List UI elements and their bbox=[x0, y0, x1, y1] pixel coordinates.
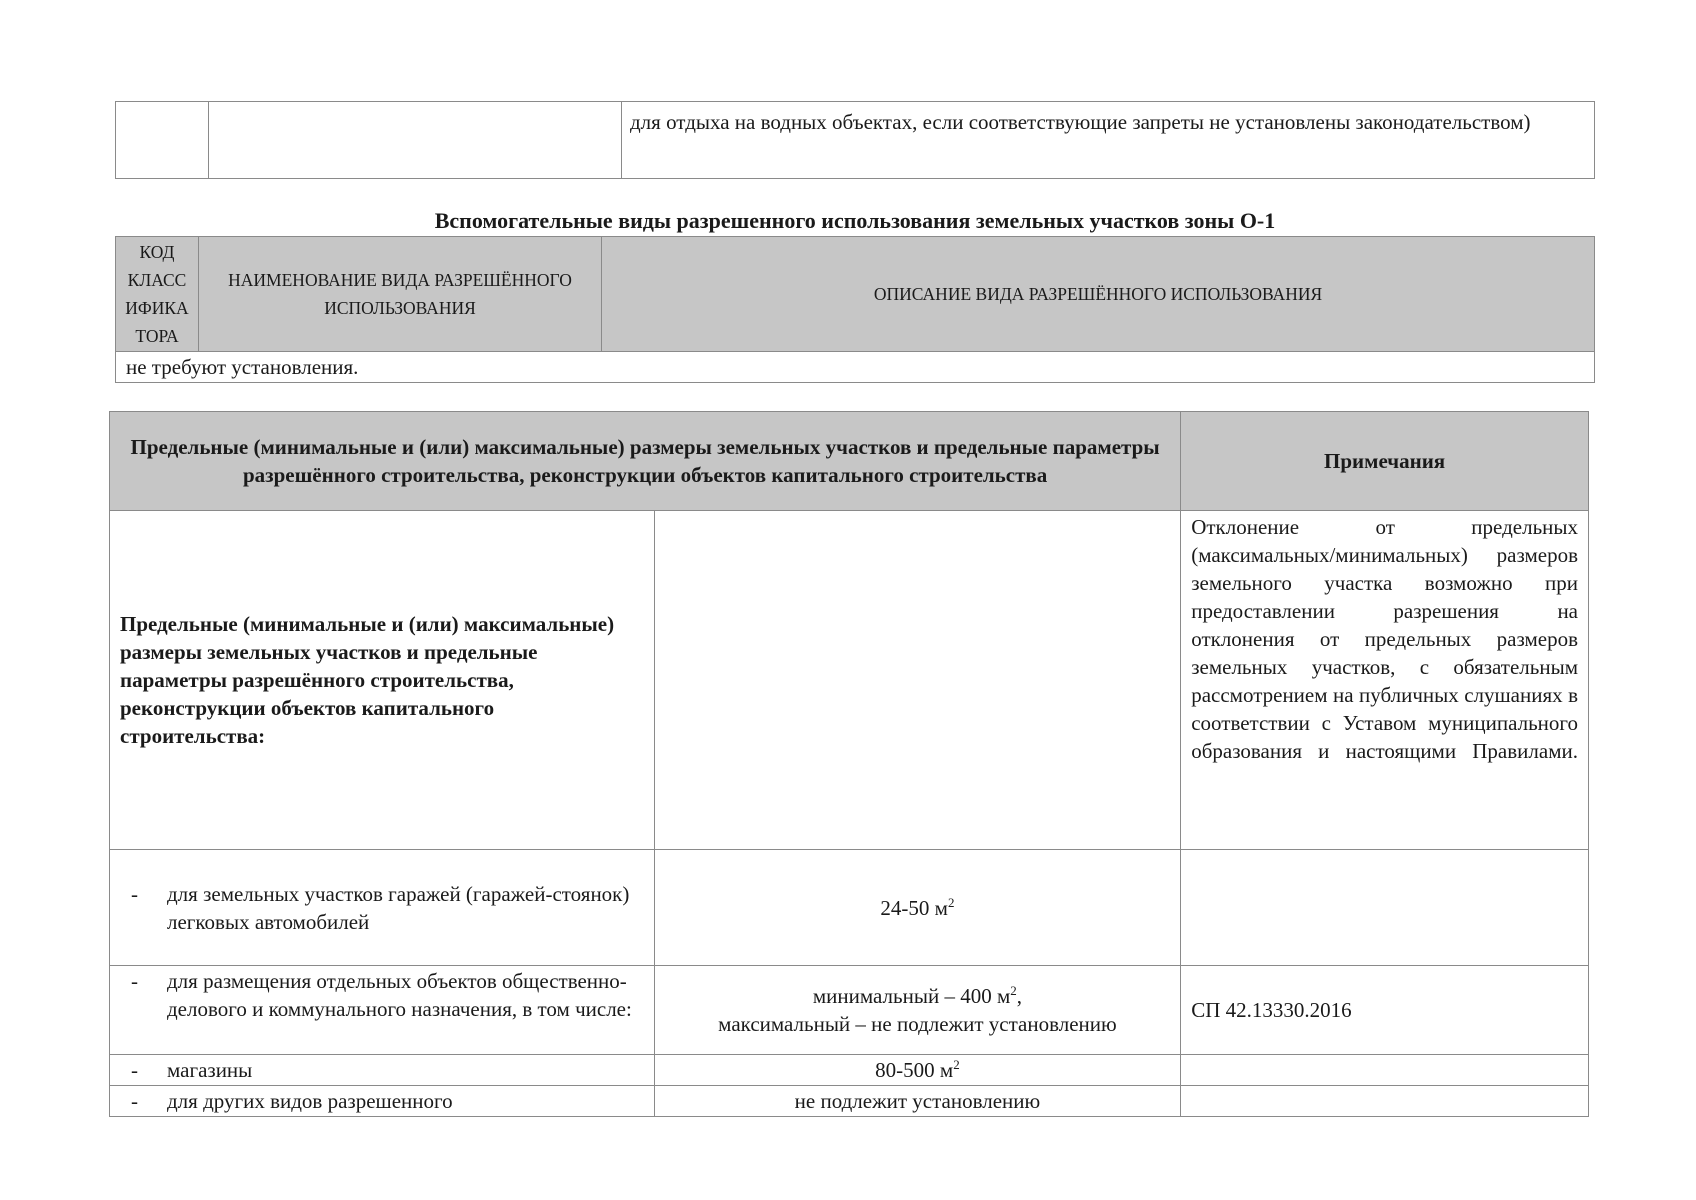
list-dash: - bbox=[131, 1058, 138, 1082]
description-cell: для отдыха на водных объектах, если соответствующие запреты не установлены законодательством) bbox=[622, 102, 1595, 179]
item-value-cell bbox=[654, 966, 1181, 1055]
table-row bbox=[110, 1086, 1589, 1117]
item-label: магазины bbox=[167, 1058, 253, 1082]
item-value-line1: минимальный – 400 м bbox=[812, 984, 1011, 1008]
table-row bbox=[110, 966, 1589, 1055]
item-note bbox=[1181, 850, 1589, 966]
table-row bbox=[110, 850, 1589, 966]
table-row bbox=[110, 511, 1589, 850]
continuation-table bbox=[115, 101, 1595, 179]
item-label-cell bbox=[110, 1086, 655, 1117]
list-dash: - bbox=[131, 969, 138, 993]
limits-row-value bbox=[654, 511, 1181, 850]
item-value: не подлежит установлению bbox=[654, 1086, 1181, 1117]
aux-kinds-table bbox=[115, 236, 1595, 383]
limits-header-main: Предельные (минимальные и (или) максимальные) размеры земельных участков и предельные параметры разрешённого строительства, реконструкции объектов капитального строительства bbox=[110, 412, 1181, 511]
limits-header-notes: Примечания bbox=[1181, 412, 1589, 511]
list-dash: - bbox=[131, 1089, 138, 1113]
item-note: СП 42.13330.2016 bbox=[1181, 966, 1589, 1055]
item-value-sup: 2 bbox=[953, 1057, 960, 1072]
limits-row-label: Предельные (минимальные и (или) максимальные) размеры земельных участков и предельные параметры разрешённого строительства, реконструкции объектов капитального строительства: bbox=[110, 511, 655, 850]
item-label: для земельных участков гаражей (гаражей-стоянок) легковых автомобилей bbox=[167, 881, 630, 934]
item-value: 80-500 м bbox=[875, 1058, 954, 1082]
item-label-cell bbox=[110, 966, 655, 1055]
limits-table bbox=[109, 411, 1589, 1117]
list-dash: - bbox=[131, 881, 138, 906]
item-value-line2: максимальный – не подлежит установлению bbox=[718, 1012, 1117, 1036]
item-label-cell bbox=[110, 850, 655, 966]
item-value: 24-50 м bbox=[880, 895, 948, 920]
table-header-row bbox=[110, 412, 1589, 511]
item-label: для других видов разрешенного bbox=[167, 1089, 453, 1113]
column-header-code: КОД КЛАСС ИФИКА ТОРА bbox=[116, 237, 199, 352]
item-note bbox=[1181, 1086, 1589, 1117]
table-row bbox=[116, 102, 1595, 179]
column-header-name: НАИМЕНОВАНИЕ ВИДА РАЗРЕШЁННОГО ИСПОЛЬЗОВАНИЯ bbox=[199, 237, 602, 352]
column-header-description: ОПИСАНИЕ ВИДА РАЗРЕШЁННОГО ИСПОЛЬЗОВАНИЯ bbox=[602, 237, 1595, 352]
aux-row-text: не требуют установления. bbox=[116, 352, 1595, 383]
item-label-cell bbox=[110, 1055, 655, 1086]
item-value-cell bbox=[654, 1055, 1181, 1086]
table-row bbox=[110, 1055, 1589, 1086]
item-label: для размещения отдельных объектов общественно-делового и коммунального назначения, в том числе: bbox=[167, 969, 632, 1021]
code-cell bbox=[116, 102, 209, 179]
table-header-row bbox=[116, 237, 1595, 352]
name-cell bbox=[209, 102, 622, 179]
item-note bbox=[1181, 1055, 1589, 1086]
limits-row-note: Отклонение от предельных (максимальных/минимальных) размеров земельного участка возможно при предоставлении разрешения на отклонения от предельных размеров земельных участков, с обязательным рассмотрением на публичных слушаниях в соответствии с Уставом муниципального образования и настоящими Правилами. bbox=[1181, 511, 1589, 850]
table-row bbox=[116, 352, 1595, 383]
item-value-sup: 2 bbox=[947, 894, 955, 910]
aux-section-heading: Вспомогательные виды разрешенного использования земельных участков зоны О-1 bbox=[434, 208, 1276, 233]
item-value-line1-tail: , bbox=[1016, 984, 1022, 1008]
item-value-sup: 2 bbox=[1010, 983, 1017, 998]
item-value-cell bbox=[654, 850, 1181, 966]
